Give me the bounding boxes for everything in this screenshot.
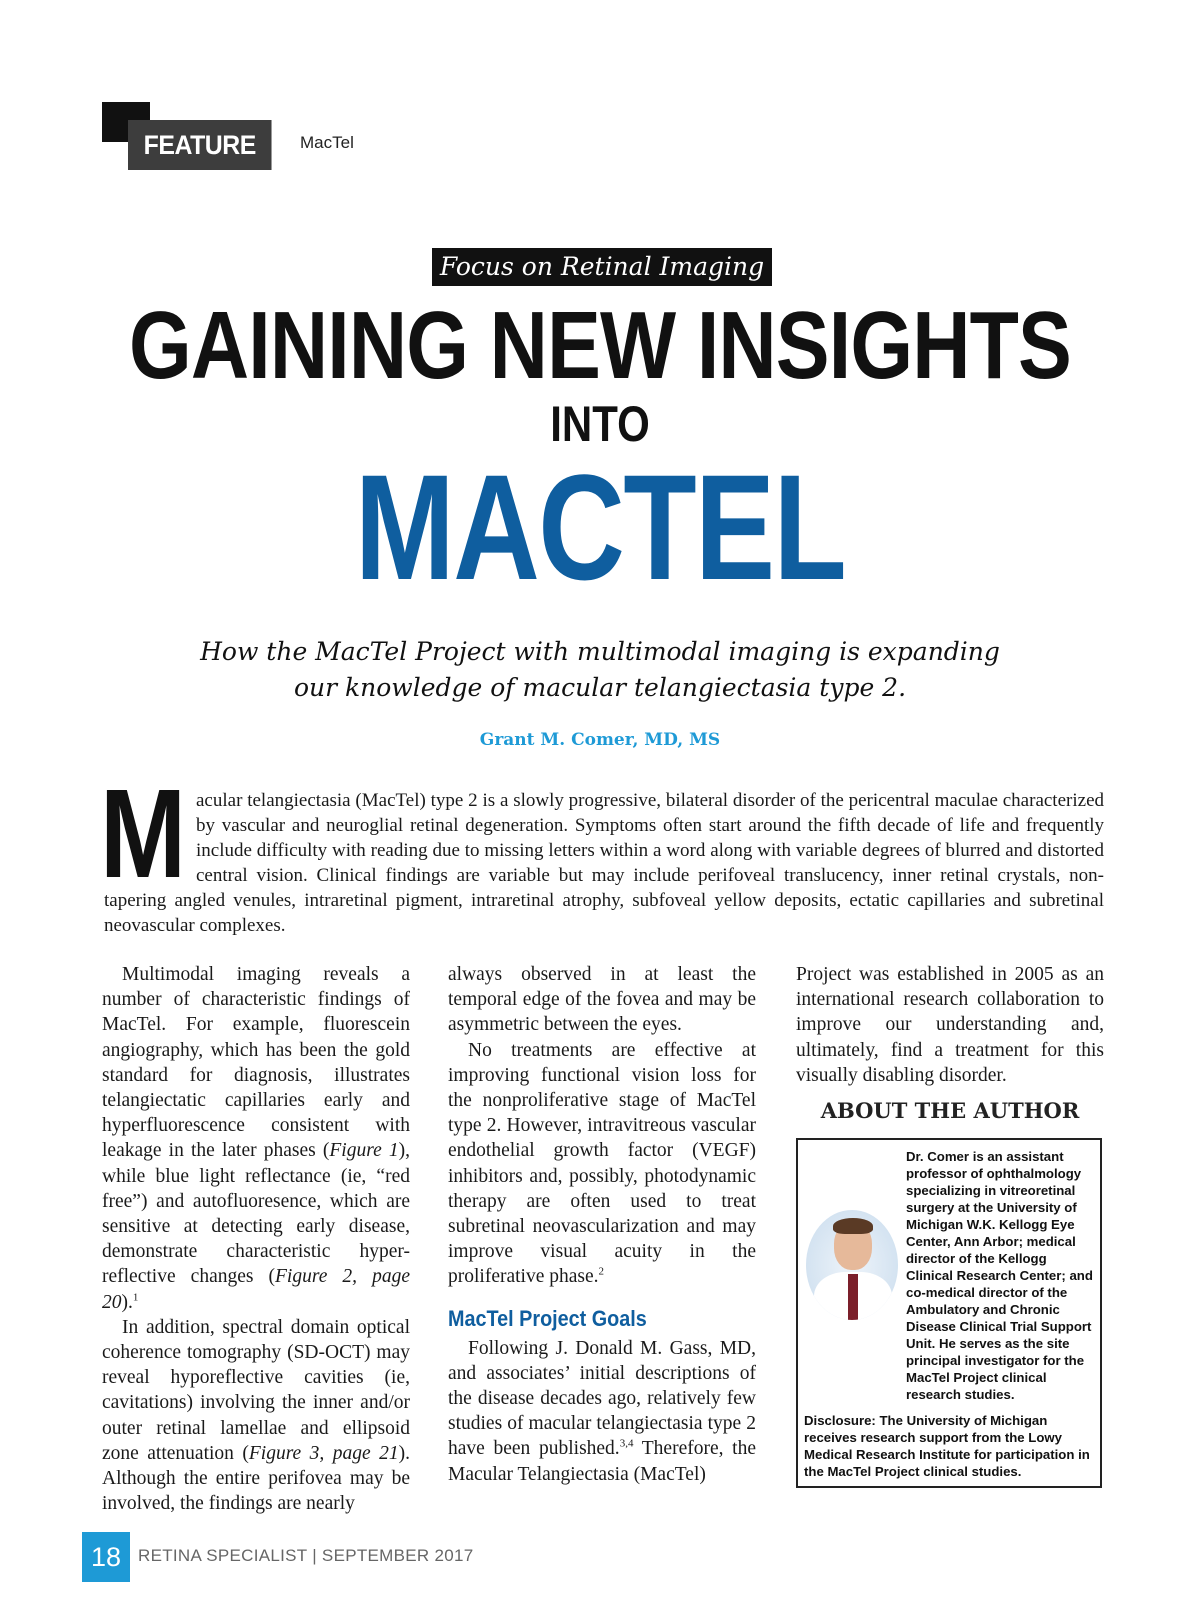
figure-reference: Figure 3, page 21: [248, 1442, 399, 1464]
section-subhead: MacTel Project Goals: [448, 1305, 647, 1331]
byline: Grant M. Comer, MD, MS: [479, 730, 721, 750]
citation-ref: 1: [132, 1291, 139, 1304]
author-disclosure: Disclosure: The University of Michigan receives research support from the Lowy Medical Research Institute for participation in the MacTel Project clinical studies.: [804, 1413, 1090, 1479]
photo-tie: [848, 1274, 858, 1320]
figure-reference: Figure 2, page 20: [102, 1266, 410, 1313]
figure-reference: Figure 1: [329, 1140, 399, 1162]
kicker-label: Focus on Retinal Imaging: [432, 248, 772, 286]
body-column-3: [796, 962, 1104, 1088]
author-box: [796, 1138, 1102, 1488]
body-paragraph: always observed in at least the temporal edge of the fovea and may be asymmetric between the eyes.: [448, 964, 756, 1036]
article-title-line-1: GAINING NEW INSIGHTS: [129, 292, 1071, 399]
body-paragraph: No treatments are effective at improving functional vision loss for the nonproliferative stage of MacTel type 2. However, intravitreous vascular endothelial growth factor (VEGF) inhibitors and, possibly, photodynamic therapy are often used to treat subretinal neovascularization and may improve visual acuity in the proliferative phase.$^2$: [448, 1039, 756, 1288]
section-label: MacTel: [300, 133, 354, 152]
body-paragraph: Project was established in 2005 as an international research collaboration to improve our understanding and, ultimately, find a treatment for this visually disabling disorder.: [796, 964, 1104, 1086]
article-deck: [150, 634, 1050, 706]
intro-paragraph: acular telangiectasia (MacTel) type 2 is a slowly progressive, bilateral disorder of the pericentral maculae characterized by vascular and neuroglial retinal degeneration. Symptoms often start around the fifth decade of life and frequently include difficulty with reading due to missing letters within a word along with variable degrees of blurred and distorted central vision. Clinical findings are variable but may include perifoveal translucency, inner retinal crystals, non-tapering angled venules, intraretinal pigment, intraretinal atrophy, subfoveal yellow deposits, ectatic capillaries and subretinal neovascular complexes.: [104, 790, 1104, 936]
footer-publication: RETINA SPECIALIST | SEPTEMBER 2017: [138, 1546, 474, 1565]
body-paragraph: Multimodal imaging reveals a number of characteristic findings of MacTel. For example, fluorescein angiography, which has been the gold standard for diagnosis, illustrates telangiectatic capillaries early and hyperfluorescence consistent with leakage in the later phases (Figure 1), while blue light reflectance (ie, “red free”) and autofluoresence, which are sensitive at detecting early disease, demonstrate characteristic hyper-reflective changes (Figure 2, page 20).$^1$: [102, 964, 410, 1313]
deck-line-1: How the MacTel Project with multimodal imaging is expanding: [200, 637, 1000, 666]
drop-cap: M: [100, 763, 187, 904]
body-column-2: [448, 962, 756, 1487]
citation-ref: 3,4: [619, 1437, 634, 1450]
article-title-line-2: INTO: [550, 396, 650, 452]
body-paragraph: In addition, spectral domain optical coherence tomography (SD-OCT) may reveal hyporeflective cavities (ie, cavitations) involving the inner and/or outer retinal lamellae and ellipsoid zone attenuation (Figure 3, page 21). Although the entire perifovea may be involved, the findings are nearly: [102, 1316, 410, 1515]
feature-tab: FEATURE: [128, 120, 272, 170]
about-author-heading: ABOUT THE AUTHOR: [820, 1098, 1080, 1123]
photo-hair: [833, 1218, 873, 1234]
author-bio: Dr. Comer is an assistant professor of ophthalmology specializing in vitreoretinal surgery at the University of Michigan W.K. Kellogg Eye Center, Ann Arbor; medical director of the Kellogg Clinical Research Center; and co-medical director of the Ambulatory and Chronic Disease Clinical Trial Support Unit. He serves as the site principal investigator for the MacTel Project clinical research studies.: [906, 1149, 1093, 1402]
body-paragraph: Following J. Donald M. Gass, MD, and associates’ initial descriptions of the disease decades ago, relatively few studies of macular telangiectasia type 2 have been published.$^{3,4}$ Therefore, the Macular Telangiectasia (MacTel): [448, 1337, 756, 1485]
body-column-1: [102, 962, 410, 1516]
citation-ref: 2: [598, 1265, 605, 1278]
deck-line-2: our knowledge of macular telangiectasia type 2.: [293, 673, 907, 702]
article-title-line-3: MACTEL: [354, 443, 846, 611]
author-photo: [806, 1210, 898, 1320]
page-number: 18: [82, 1532, 130, 1582]
